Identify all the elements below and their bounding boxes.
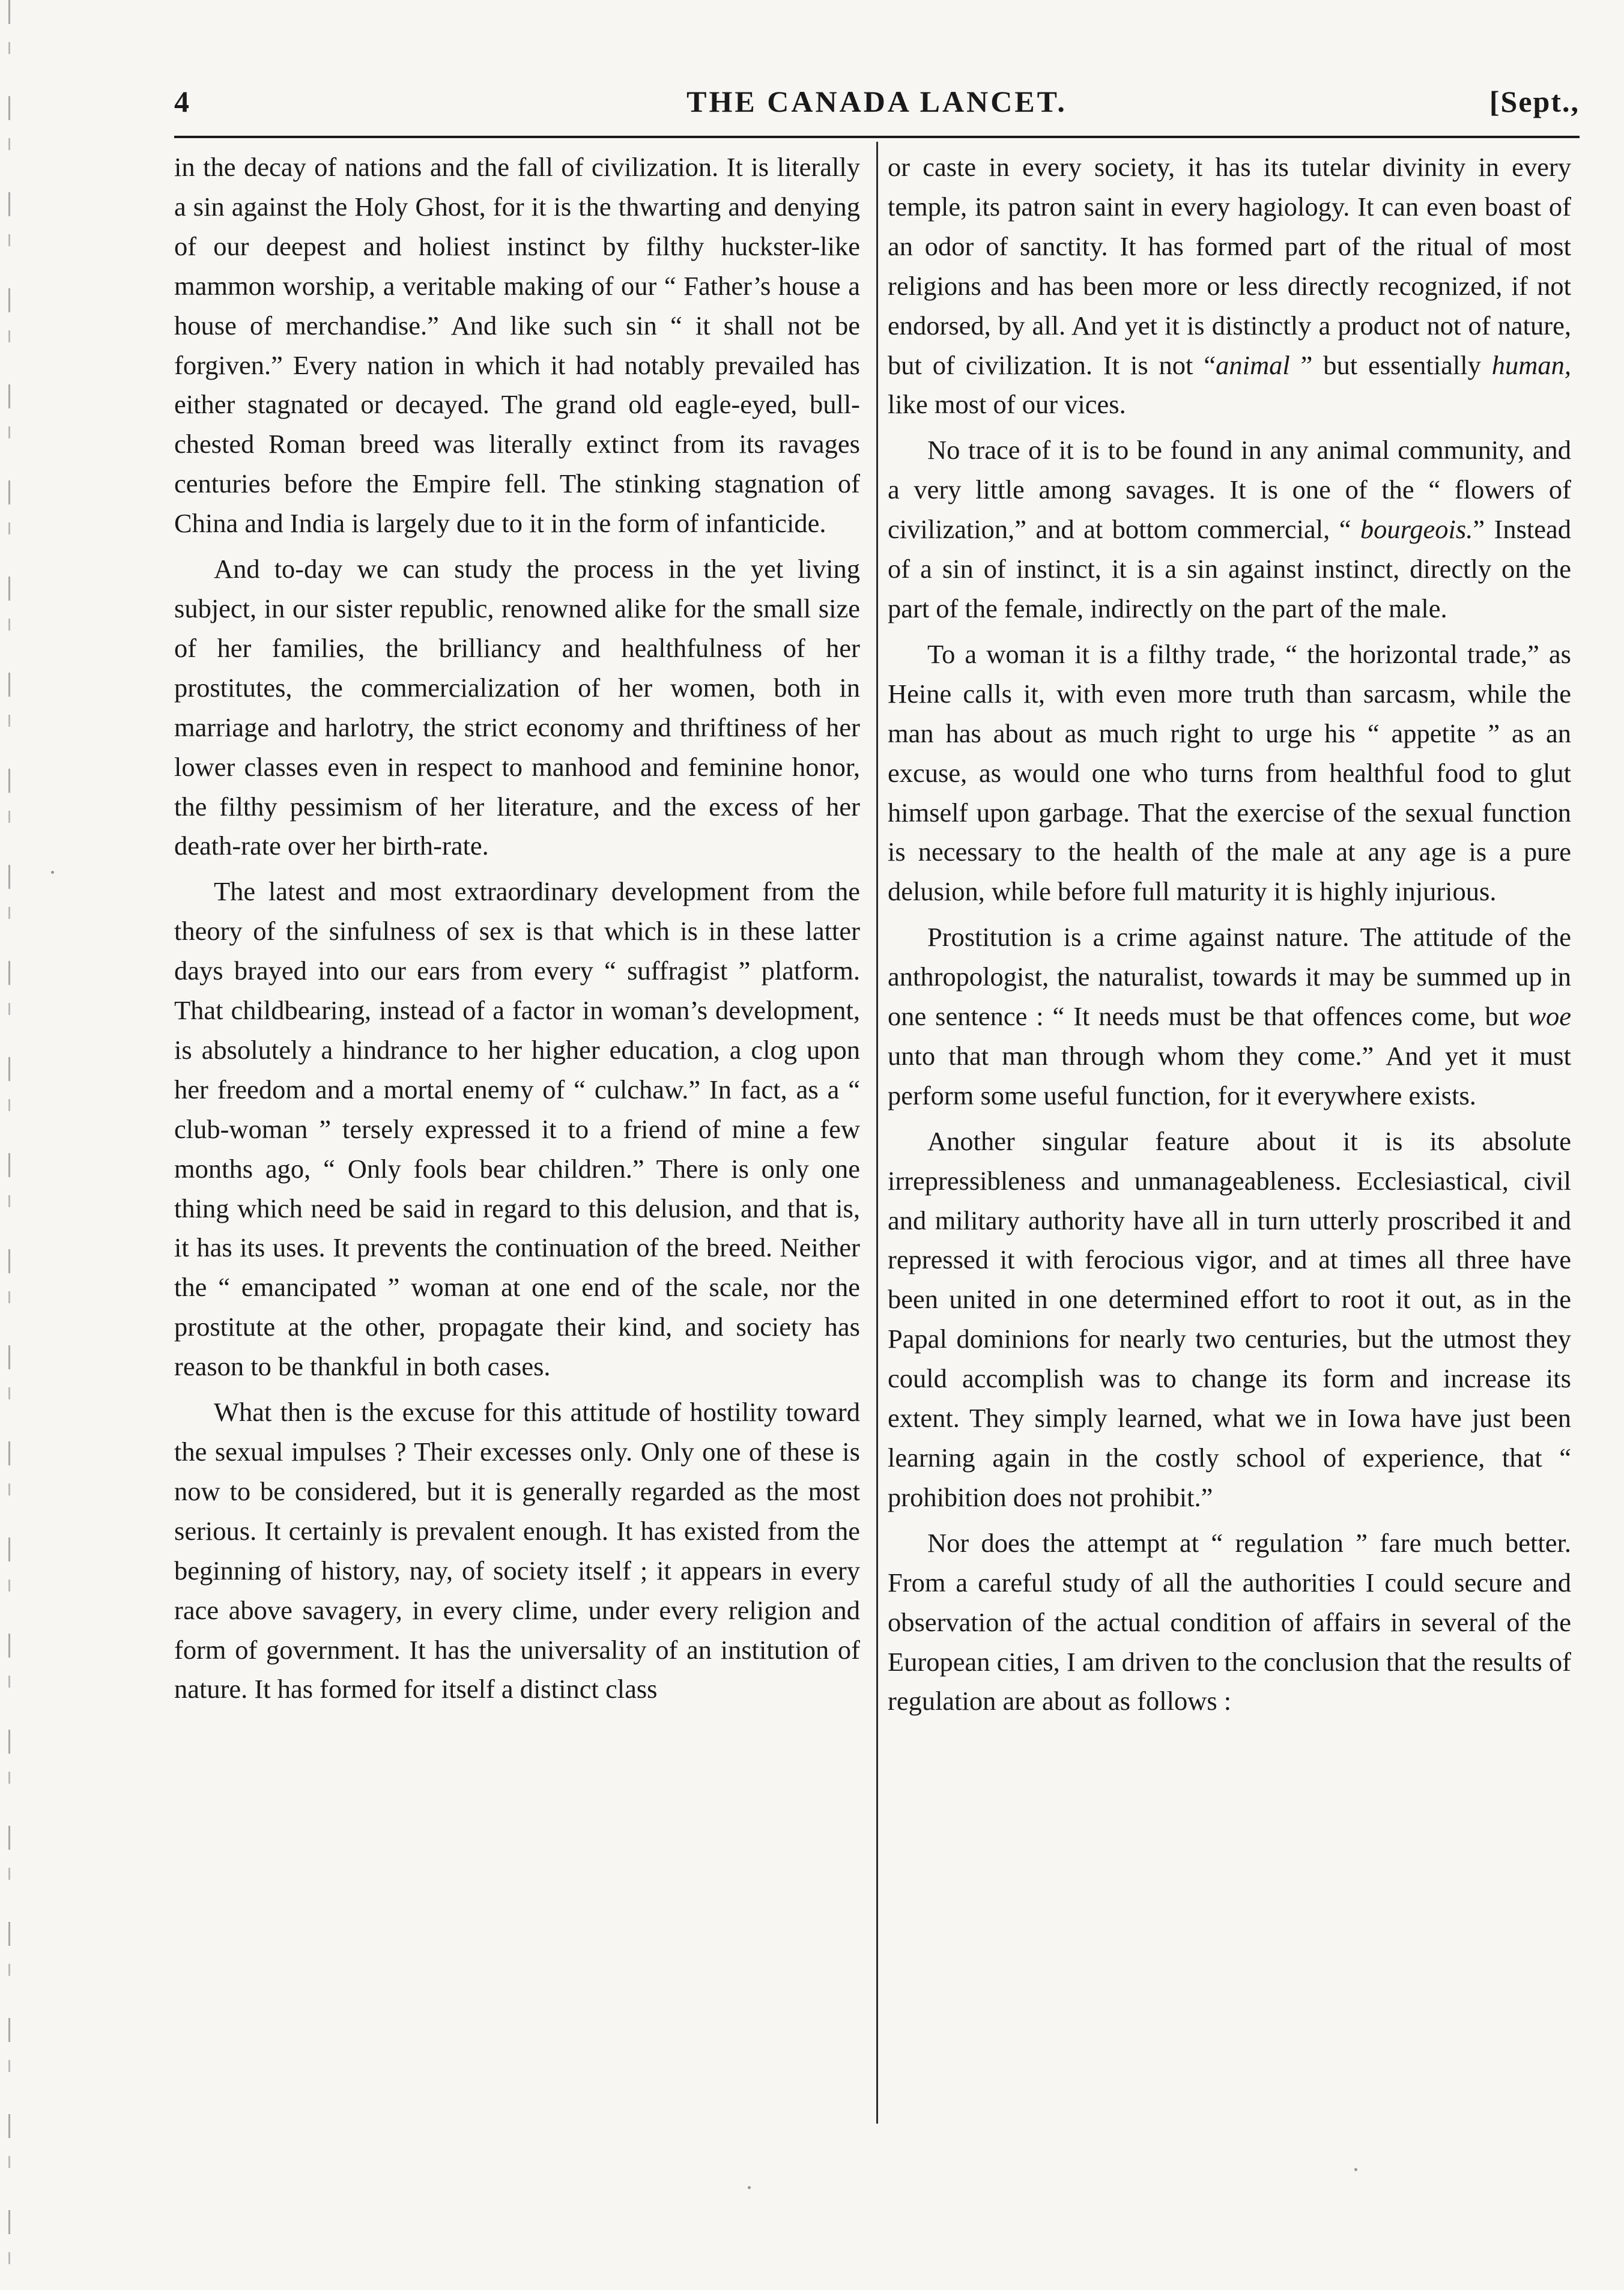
- print-speck: [748, 2186, 751, 2189]
- right-paragraph-4-text: Prostitution is a crime against nature. The attitude of the anthropologist, the naturalist, towards it may be summed up in one sentence : “ It needs must be that offences come, but: [888, 922, 1571, 1032]
- right-paragraph-6: Nor does the attempt at “ regulation ” fare much better. From a careful study of all the authorities I could secure and observation of the actual condition of affairs in several of the European cities, I am driven to the conclusion that the results of regulation are about as follows :: [888, 1527, 1571, 1716]
- binding-edge: [8, 0, 10, 2290]
- right-paragraph-1-text: or caste in every society, it has its tutelar divinity in every temple, its patron saint in every hagiology. It can even boast of an odor of sanctity. It has formed part of the ritual of most religions and has been more or less directly recognized, if not endorsed, by all. And yet it is distinctly a product not of nature, but of civilization. It is not “: [888, 152, 1571, 380]
- right-paragraph-1-italic-human: human,: [1491, 350, 1571, 380]
- left-paragraph-4: What then is the excuse for this attitude of hostility toward the sexual impulses ? Their excesses only. Only one of these is now to be considered, but it is generally regarded as the most serious. It certainly is prevalent enough. It has existed from the beginning of history, nay, of society itself ; it appears in every race above savagery, in every clime, under every religion and form of government. It has the universality of an institution of nature. It has formed for itself a distinct class: [174, 1397, 860, 1704]
- right-paragraph-1: [888, 148, 1571, 425]
- right-paragraph-2-end: ” Instead of a sin of instinct, it is a sin against instinct, directly on the part of the female, indirectly on the part of the male.: [888, 514, 1572, 623]
- issue-month: [Sept.,: [1489, 85, 1580, 118]
- journal-title: THE CANADA LANCET.: [686, 85, 1067, 118]
- left-column: [174, 148, 860, 1715]
- left-paragraph-3: The latest and most extraordinary development from the theory of the sinfulness of sex is that which is in these latter days brayed into our ears from every “ suffragist ” platform. That childbearing, instead of a factor in woman’s development, is absolutely a hindrance to her higher education, a clog upon her freedom and a mortal enemy of “ culchaw.” In fact, as a “ club-woman ” tersely expressed it to a friend of mine a few months ago, “ Only fools bear children.” There is only one thing which need be said in regard to this delusion, and that is, it has its uses. It prevents the continuation of the breed. Neither the “ emancipated ” woman at one end of the scale, nor the prostitute at the other, propagate their kind, and society has reason to be thankful in both cases.: [174, 876, 860, 1382]
- right-paragraph-3: To a woman it is a filthy trade, “ the horizontal trade,” as Heine calls it, with even more truth than sarcasm, while the man has about as much right to urge his “ appetite ” as an excuse, as would one who turns from healthful food to glut himself upon garbage. That the exercise of the sexual function is necessary to the health of the male at any age is a pure delusion, while before full maturity it is highly injurious.: [888, 638, 1571, 907]
- right-paragraph-1-mid: ” but essentially: [1289, 350, 1492, 380]
- right-paragraph-1-end: like most of our vices.: [888, 389, 1126, 420]
- column-divider: [876, 142, 878, 2124]
- right-paragraph-2-text: No trace of it is to be found in any animal community, and a very little among savages. It is one of the “ flowers of civilization,” and at bottom commercial, “: [888, 435, 1571, 545]
- right-paragraph-2-italic-bourgeois: bourgeois.: [1360, 514, 1473, 545]
- running-head: [174, 84, 1580, 126]
- right-paragraph-2: [888, 431, 1571, 629]
- left-paragraph-1: in the decay of nations and the fall of civilization. It is literally a sin against the Holy Ghost, for it is the thwarting and denying of our deepest and holiest instinct by filthy huckster-like mammon worship, a veritable making of our “ Father’s house a house of merchandise.” And like such sin “ it shall not be forgiven.” Every nation in which it had notably prevailed has either stagnated or decayed. The grand old eagle-eyed, bull-chested Roman breed was literally extinct from its ravages centuries before the Empire fell. The stinking stagnation of China and India is largely due to it in the form of infanticide.: [174, 152, 860, 539]
- right-paragraph-4-end: unto that man through whom they come.” And yet it must perform some useful function, for it everywhere exists.: [888, 1040, 1571, 1110]
- right-paragraph-4: [888, 918, 1571, 1116]
- page-number: 4: [174, 85, 189, 118]
- header-rule: [174, 136, 1580, 138]
- print-speck: [1354, 2168, 1357, 2171]
- left-paragraph-2: And to-day we can study the process in the yet living subject, in our sister republic, renowned alike for the small size of her families, the brilliancy and healthfulness of her prostitutes, the commercialization of her women, both in marriage and harlotry, the strict economy and thriftiness of her lower classes even in respect to manhood and feminine honor, the filthy pessimism of her literature, and the excess of her death-rate over her birth-rate.: [174, 554, 860, 861]
- print-speck: [51, 871, 54, 874]
- right-column: [888, 148, 1571, 1727]
- right-paragraph-5: Another singular feature about it is its absolute irrepressibleness and unmanageableness. Ecclesiastical, civil and military authority have all in turn utterly proscribed it and repressed it with ferocious vigor, and at times all three have been united in one determined effort to root it out, as in the Papal dominions for nearly two centuries, but the utmost they could accomplish was to change its form and increase its extent. They simply learned, what we in Iowa have just been learning again in the costly school of experience, that “ prohibition does not prohibit.”: [888, 1125, 1571, 1512]
- right-paragraph-1-italic-animal: animal: [1216, 350, 1290, 380]
- right-paragraph-4-italic-woe: woe: [1528, 1001, 1571, 1032]
